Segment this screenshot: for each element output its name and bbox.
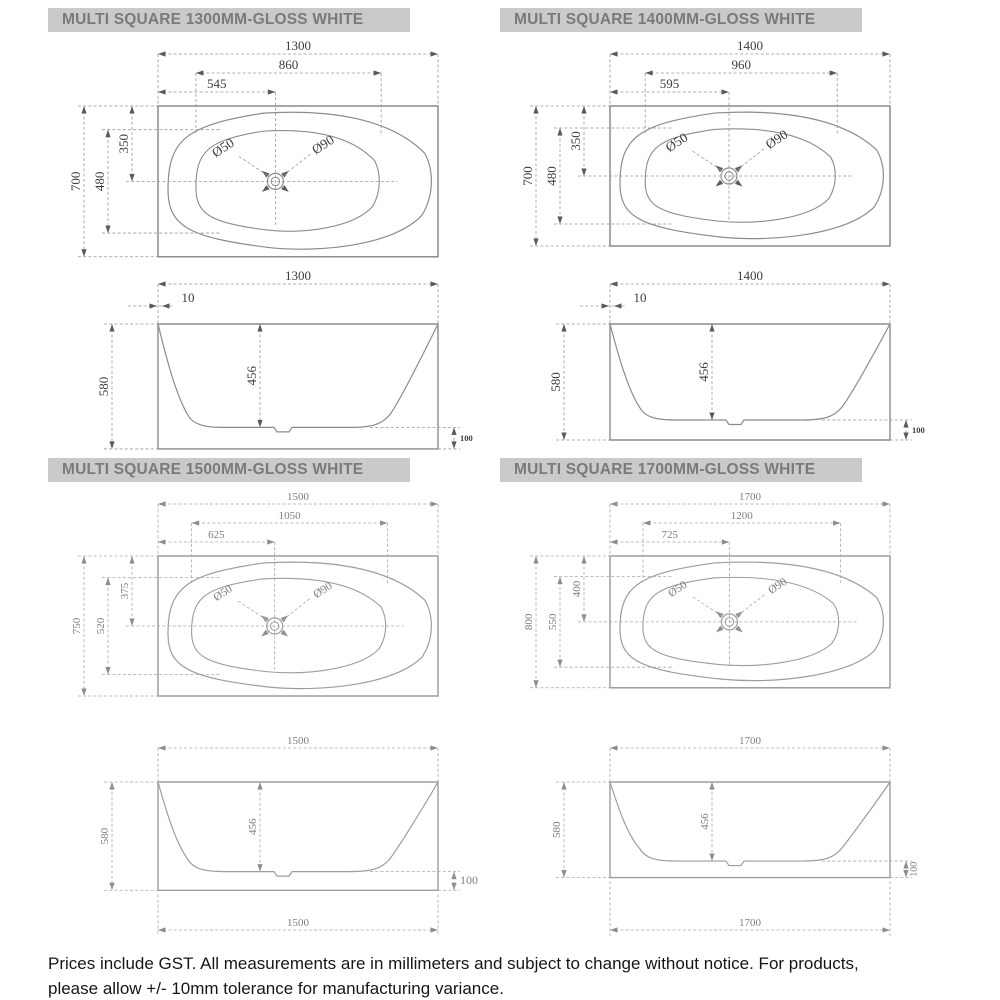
tub-profile-box xyxy=(610,324,890,440)
top-view-drawing xyxy=(48,486,478,716)
dimension-arrow xyxy=(257,420,262,428)
dimension-label: 1400 xyxy=(737,38,763,53)
dimension-label: 860 xyxy=(278,57,299,72)
width-label: 700 xyxy=(68,171,83,192)
footer-line-2: please allow +/- 10mm tolerance for manufacturing variance. xyxy=(48,978,504,998)
dimension-label: 1500 xyxy=(287,491,309,503)
height-label: 580 xyxy=(548,372,563,392)
dimension-arrow xyxy=(451,427,456,435)
dimension-arrow xyxy=(903,420,908,428)
side-view-svg xyxy=(500,730,930,942)
overflow-diameter-label: Ø90 xyxy=(309,131,337,158)
section-multi-square-1700mm xyxy=(500,458,932,942)
dimension-arrow xyxy=(109,883,114,891)
overflow-diameter-label: Ø90 xyxy=(762,126,791,152)
dimension-arrow xyxy=(709,413,714,421)
dimension-arrow xyxy=(129,619,134,627)
dimension-arrow xyxy=(158,501,166,506)
dimension-arrow xyxy=(883,745,891,750)
dimension-line xyxy=(283,598,311,620)
section-title: MULTI SQUARE 1300MM-GLOSS WHITE xyxy=(62,11,364,28)
dimension-label: 1500 xyxy=(287,917,309,929)
dimension-arrow xyxy=(158,281,166,286)
dimension-arrow xyxy=(150,303,158,308)
dimension-line xyxy=(737,594,765,616)
dimension-arrow xyxy=(610,501,618,506)
width-label: 700 xyxy=(520,166,535,186)
dimension-arrow xyxy=(260,185,269,194)
dimension-arrow xyxy=(129,556,134,564)
center-from-top-label: 375 xyxy=(119,582,131,600)
inner-depth-label: 456 xyxy=(247,818,259,836)
dimension-arrow xyxy=(158,539,166,544)
inner-width-label: 550 xyxy=(547,613,559,631)
dimension-arrow xyxy=(109,324,114,332)
dimension-arrow xyxy=(281,169,290,178)
center-from-top-label: 400 xyxy=(571,580,583,598)
dimension-arrow xyxy=(533,239,538,247)
dimension-arrow xyxy=(722,539,730,544)
dimension-arrow xyxy=(643,520,651,525)
dimension-arrow xyxy=(903,433,908,441)
dimension-label: 1700 xyxy=(739,491,761,503)
overflow-diameter-label: Ø90 xyxy=(766,575,790,597)
dimension-arrow xyxy=(709,854,714,862)
dimension-arrow xyxy=(735,626,744,635)
base-height-label: 100 xyxy=(460,872,478,887)
tub-outer-rim xyxy=(620,562,883,680)
section-header xyxy=(500,8,862,32)
overflow-diameter-label: Ø90 xyxy=(311,580,335,601)
dimension-arrow xyxy=(709,324,714,332)
dimension-arrow xyxy=(451,441,456,449)
dimension-arrow xyxy=(281,613,290,622)
section-title: MULTI SQUARE 1400MM-GLOSS WHITE xyxy=(514,11,816,28)
dimension-arrow xyxy=(81,556,86,564)
side-view-svg xyxy=(48,266,478,458)
dimension-arrow xyxy=(610,745,618,750)
dimension-arrow xyxy=(105,226,110,234)
dimension-arrow xyxy=(833,520,841,525)
dimension-arrow xyxy=(267,539,275,544)
dimension-label: 1700 xyxy=(739,917,761,929)
dimension-label: 545 xyxy=(206,76,227,91)
dimension-arrow xyxy=(722,89,730,94)
center-from-top-label: 350 xyxy=(568,131,583,151)
dimension-arrow xyxy=(81,106,86,114)
footer-note xyxy=(48,952,980,1000)
side-view-drawing xyxy=(500,730,930,942)
dimension-arrow xyxy=(451,883,456,891)
dimension-label: 960 xyxy=(731,57,751,72)
dimension-arrow xyxy=(257,324,262,332)
dimension-arrow xyxy=(158,51,166,56)
dimension-line xyxy=(691,150,721,170)
dimension-arrow xyxy=(714,180,723,189)
top-view-svg xyxy=(48,486,478,716)
dimension-line xyxy=(237,600,267,620)
base-height-label: 100 xyxy=(460,433,473,444)
side-view-svg xyxy=(48,730,478,942)
dimension-arrow xyxy=(105,130,110,138)
waste-diameter-label: Ø50 xyxy=(211,583,235,604)
dimension-arrow xyxy=(129,174,134,182)
dimension-arrow xyxy=(158,89,166,94)
dimension-arrow xyxy=(557,660,562,668)
dimension-arrow xyxy=(431,281,439,286)
tub-outer-rim xyxy=(620,112,883,238)
dimension-arrow xyxy=(260,630,269,639)
dimension-arrow xyxy=(610,281,618,286)
dimension-arrow xyxy=(830,70,838,75)
section-multi-square-1400mm xyxy=(500,8,932,458)
dimension-arrow xyxy=(735,180,744,189)
tub-interior-profile xyxy=(158,782,438,876)
dimension-arrow xyxy=(903,870,908,878)
dimension-arrow xyxy=(610,927,618,932)
center-from-top-label: 350 xyxy=(116,133,131,154)
inner-width-label: 480 xyxy=(92,171,107,192)
dimension-arrow xyxy=(714,609,723,618)
base-height-label: 100 xyxy=(909,861,920,877)
dimension-arrow xyxy=(735,609,744,618)
dimension-label: 725 xyxy=(661,529,678,541)
dimension-label: 1200 xyxy=(730,510,753,522)
inner-width-label: 480 xyxy=(544,166,559,186)
waste-diameter-label: Ø50 xyxy=(662,129,691,155)
side-view-svg xyxy=(500,266,930,458)
dimension-arrow xyxy=(557,128,562,136)
dimension-arrow xyxy=(557,577,562,585)
dimension-arrow xyxy=(903,861,908,869)
dimension-arrow xyxy=(714,163,723,172)
height-label: 580 xyxy=(96,376,111,397)
tub-profile-box xyxy=(158,782,438,890)
dimension-arrow xyxy=(380,520,388,525)
dimension-arrow xyxy=(533,106,538,114)
dimension-arrow xyxy=(883,501,891,506)
dimension-arrow xyxy=(81,249,86,257)
section-title: MULTI SQUARE 1700MM-GLOSS WHITE xyxy=(514,461,816,478)
dimension-arrow xyxy=(268,89,276,94)
dimension-arrow xyxy=(714,626,723,635)
dimension-arrow xyxy=(81,689,86,697)
top-view-svg xyxy=(500,36,930,266)
section-multi-square-1300mm xyxy=(48,8,480,458)
tub-profile-box xyxy=(158,324,438,449)
dimension-arrow xyxy=(257,782,262,790)
dimension-arrow xyxy=(557,217,562,225)
dimension-arrow xyxy=(129,106,134,114)
width-label: 750 xyxy=(71,617,83,635)
height-label: 580 xyxy=(551,821,563,839)
dimension-arrow xyxy=(735,163,744,172)
base-height-label: 100 xyxy=(912,425,925,435)
dimension-line xyxy=(737,148,765,170)
side-view-drawing xyxy=(48,266,478,458)
dimension-arrow xyxy=(883,51,891,56)
dimension-arrow xyxy=(561,782,566,790)
dimension-label: 1050 xyxy=(278,510,301,522)
tub-interior-profile xyxy=(610,782,890,866)
dimension-arrow xyxy=(610,89,618,94)
width-label: 800 xyxy=(523,613,535,631)
section-title: MULTI SQUARE 1500MM-GLOSS WHITE xyxy=(62,461,364,478)
dimension-arrow xyxy=(451,872,456,880)
dimension-arrow xyxy=(374,70,382,75)
side-view-drawing xyxy=(48,730,478,942)
dimension-arrow xyxy=(158,927,166,932)
dimension-arrow xyxy=(561,870,566,878)
dimension-label: 595 xyxy=(659,76,680,91)
dimension-arrow xyxy=(581,106,586,114)
dimension-arrow xyxy=(105,667,110,675)
dimension-label: 625 xyxy=(208,529,225,541)
section-header xyxy=(48,458,410,482)
top-view-drawing xyxy=(500,486,930,716)
dimension-arrow xyxy=(883,927,891,932)
dimension-arrow xyxy=(109,782,114,790)
dimension-arrow xyxy=(192,520,200,525)
tub-interior-profile xyxy=(158,324,438,432)
dimension-arrow xyxy=(581,169,586,177)
dimension-arrow xyxy=(431,501,439,506)
dimension-label: 1700 xyxy=(739,735,761,747)
dimension-arrow xyxy=(581,556,586,564)
dimension-arrow xyxy=(105,577,110,585)
waste-diameter-label: Ø50 xyxy=(666,578,690,600)
tub-outer-rim xyxy=(168,562,431,688)
dimension-arrow xyxy=(158,745,166,750)
inner-depth-label: 456 xyxy=(696,362,711,382)
dimension-label: 1300 xyxy=(285,38,311,53)
inner-depth-label: 456 xyxy=(699,813,711,830)
dimension-arrow xyxy=(561,433,566,441)
dimension-arrow xyxy=(281,630,290,639)
dimension-arrow xyxy=(602,303,610,308)
section-header xyxy=(500,458,862,482)
dimension-arrow xyxy=(196,70,204,75)
section-multi-square-1500mm xyxy=(48,458,480,942)
dimension-arrow xyxy=(281,185,290,194)
section-header xyxy=(48,8,410,32)
waste-diameter-label: Ø50 xyxy=(209,134,237,161)
top-view-drawing xyxy=(500,36,930,266)
dimension-arrow xyxy=(561,324,566,332)
inner-width-label: 520 xyxy=(95,617,107,635)
rim-offset-label: 10 xyxy=(633,290,647,305)
spec-grid xyxy=(48,8,980,942)
dimension-label: 1400 xyxy=(737,268,763,283)
dimension-line xyxy=(237,155,267,175)
dimension-arrow xyxy=(610,51,618,56)
dimension-arrow xyxy=(260,169,269,178)
inner-depth-label: 456 xyxy=(244,365,259,386)
dimension-arrow xyxy=(614,303,622,308)
tub-profile-box xyxy=(610,782,890,878)
top-view-drawing xyxy=(48,36,478,266)
tub-outer-rim xyxy=(168,112,431,249)
dimension-label: 1500 xyxy=(287,735,309,747)
tub-interior-profile xyxy=(610,324,890,425)
dimension-line xyxy=(283,153,311,175)
dimension-arrow xyxy=(883,281,891,286)
dimension-arrow xyxy=(109,441,114,449)
side-view-drawing xyxy=(500,266,930,458)
dimension-arrow xyxy=(645,70,653,75)
dimension-arrow xyxy=(260,613,269,622)
dimension-arrow xyxy=(431,51,439,56)
dimension-arrow xyxy=(533,556,538,564)
rim-offset-label: 10 xyxy=(181,290,195,305)
dimension-arrow xyxy=(610,539,618,544)
top-view-svg xyxy=(500,486,930,716)
dimension-arrow xyxy=(431,745,439,750)
dimension-arrow xyxy=(533,680,538,688)
dimension-arrow xyxy=(162,303,170,308)
dimension-arrow xyxy=(581,614,586,622)
dimension-label: 1300 xyxy=(285,268,311,283)
dimension-line xyxy=(691,596,721,616)
top-view-svg xyxy=(48,36,478,266)
height-label: 580 xyxy=(99,827,111,845)
dimension-arrow xyxy=(709,782,714,790)
dimension-arrow xyxy=(257,864,262,872)
dimension-arrow xyxy=(431,927,439,932)
footer-line-1: Prices include GST. All measurements are in millimeters and subject to change without notice. For products, xyxy=(48,954,859,973)
